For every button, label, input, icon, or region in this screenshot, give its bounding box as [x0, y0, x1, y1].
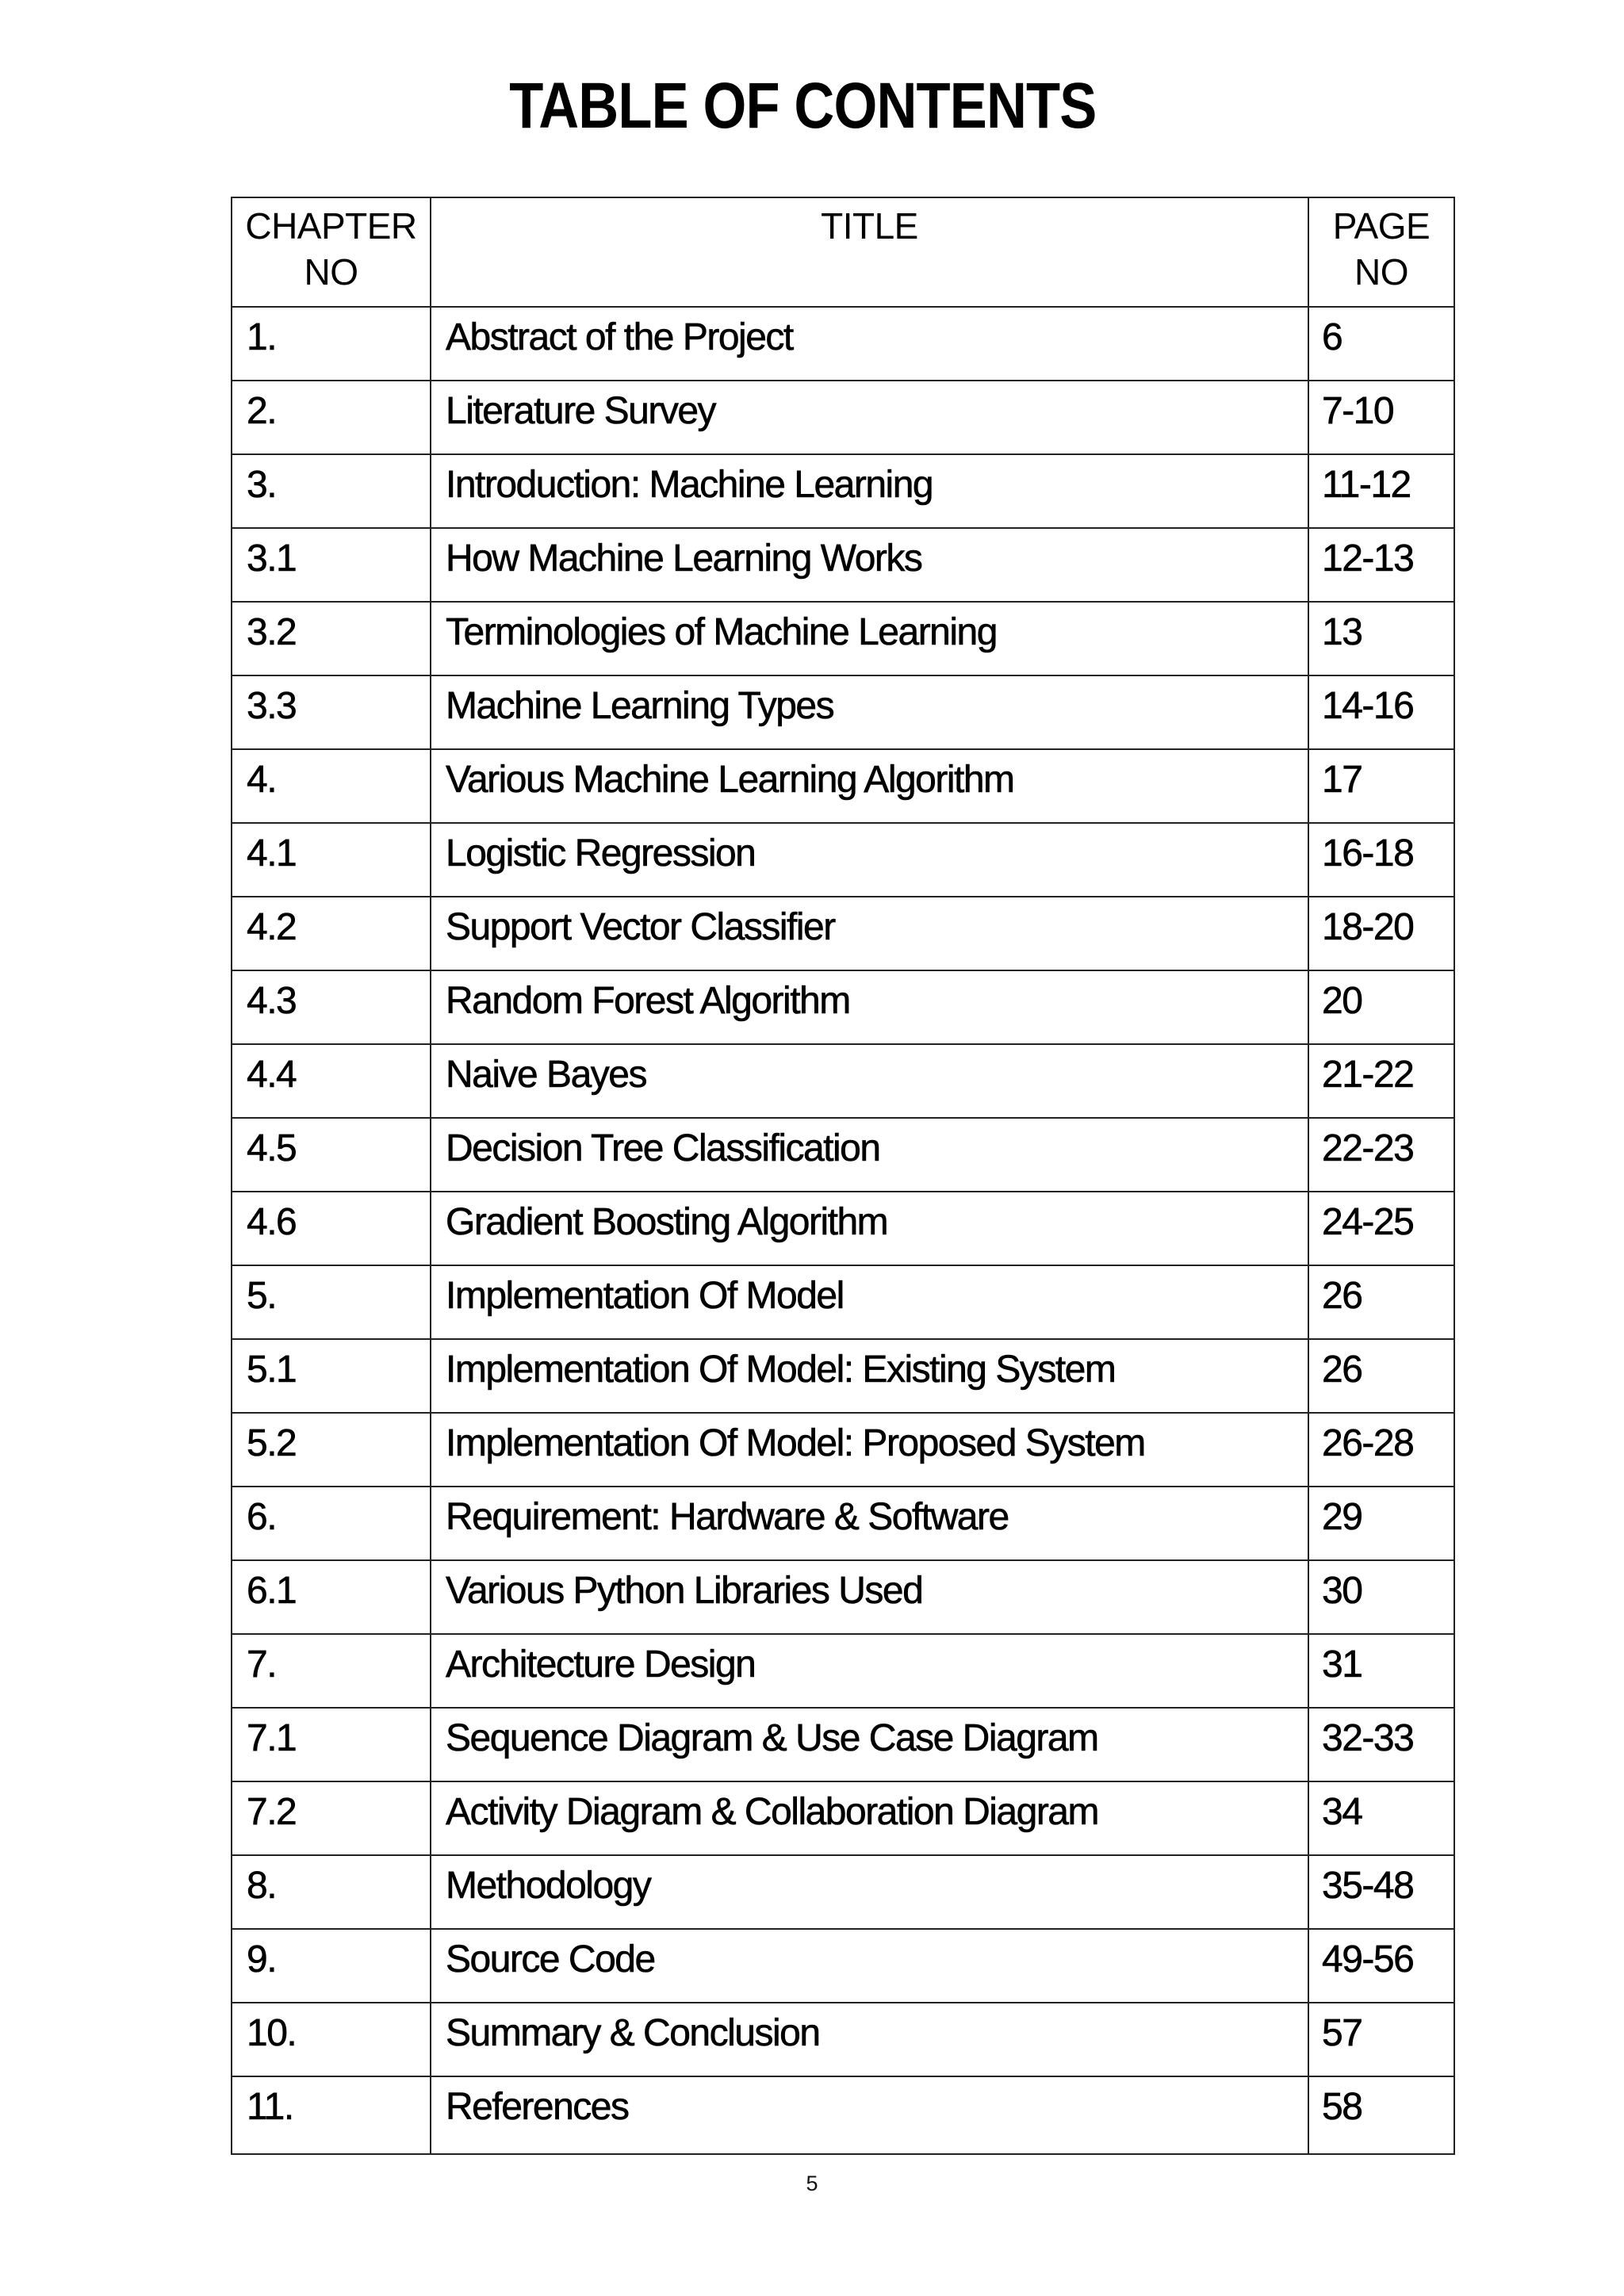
chapter-title: Naive Bayes	[431, 1044, 1308, 1118]
page-range: 6	[1308, 307, 1454, 381]
chapter-number: 11.	[232, 2076, 431, 2154]
table-row	[232, 1339, 1454, 1413]
page-range: 26	[1308, 1339, 1454, 1413]
page-range: 7-10	[1308, 381, 1454, 454]
table-row	[232, 1044, 1454, 1118]
chapter-title: Abstract of the Project	[431, 307, 1308, 381]
table-row	[232, 602, 1454, 675]
table-row	[232, 1634, 1454, 1708]
chapter-title: Gradient Boosting Algorithm	[431, 1192, 1308, 1265]
chapter-title: References	[431, 2076, 1308, 2154]
table-row	[232, 307, 1454, 381]
page-range: 26	[1308, 1265, 1454, 1339]
page-range: 58	[1308, 2076, 1454, 2154]
chapter-title: Machine Learning Types	[431, 675, 1308, 749]
chapter-number: 10.	[232, 2003, 431, 2076]
chapter-title: Support Vector Classifier	[431, 897, 1308, 970]
table-row	[232, 528, 1454, 602]
chapter-number: 4.4	[232, 1044, 431, 1118]
chapter-number: 2.	[232, 381, 431, 454]
page-range: 57	[1308, 2003, 1454, 2076]
table-row	[232, 1118, 1454, 1192]
chapter-title: Random Forest Algorithm	[431, 970, 1308, 1044]
chapter-number: 4.	[232, 749, 431, 823]
table-row	[232, 1708, 1454, 1781]
page-range: 35-48	[1308, 1855, 1454, 1929]
page-range: 32-33	[1308, 1708, 1454, 1781]
page-range: 34	[1308, 1781, 1454, 1855]
chapter-number: 4.3	[232, 970, 431, 1044]
chapter-title: Literature Survey	[431, 381, 1308, 454]
table-row	[232, 1855, 1454, 1929]
chapter-title: Architecture Design	[431, 1634, 1308, 1708]
table-row	[232, 2003, 1454, 2076]
chapter-title: Methodology	[431, 1855, 1308, 1929]
table-of-contents	[231, 197, 1455, 2155]
page-range: 24-25	[1308, 1192, 1454, 1265]
chapter-number: 4.6	[232, 1192, 431, 1265]
table-row	[232, 897, 1454, 970]
chapter-number: 5.2	[232, 1413, 431, 1487]
table-row	[232, 2076, 1454, 2154]
chapter-number: 5.1	[232, 1339, 431, 1413]
page-range: 11-12	[1308, 454, 1454, 528]
table-row	[232, 1781, 1454, 1855]
chapter-number: 4.2	[232, 897, 431, 970]
chapter-title: Activity Diagram & Collaboration Diagram	[431, 1781, 1308, 1855]
chapter-title: Various Machine Learning Algorithm	[431, 749, 1308, 823]
chapter-title: How Machine Learning Works	[431, 528, 1308, 602]
chapter-title: Requirement: Hardware & Software	[431, 1487, 1308, 1560]
chapter-number: 3.	[232, 454, 431, 528]
table-row	[232, 381, 1454, 454]
table-row	[232, 454, 1454, 528]
chapter-number: 3.1	[232, 528, 431, 602]
page-range: 30	[1308, 1560, 1454, 1634]
table-row	[232, 1560, 1454, 1634]
chapter-number: 3.3	[232, 675, 431, 749]
chapter-title: Terminologies of Machine Learning	[431, 602, 1308, 675]
table-row	[232, 1192, 1454, 1265]
page-title	[0, 67, 1624, 146]
page-range: 26-28	[1308, 1413, 1454, 1487]
page-range: 21-22	[1308, 1044, 1454, 1118]
page-number: 5	[806, 2172, 818, 2195]
chapter-title: Decision Tree Classification	[431, 1118, 1308, 1192]
page-range: 31	[1308, 1634, 1454, 1708]
table-row	[232, 1929, 1454, 2003]
chapter-title: Implementation Of Model: Existing System	[431, 1339, 1308, 1413]
header-page-no-line1: PAGE	[1332, 205, 1431, 247]
chapter-number: 5.	[232, 1265, 431, 1339]
page-range: 29	[1308, 1487, 1454, 1560]
chapter-number: 4.1	[232, 823, 431, 897]
page-range: 20	[1308, 970, 1454, 1044]
chapter-number: 8.	[232, 1855, 431, 1929]
header-title	[431, 197, 1308, 307]
chapter-title: Implementation Of Model	[431, 1265, 1308, 1339]
table-row	[232, 823, 1454, 897]
table-header-row	[232, 197, 1454, 307]
chapter-number: 4.5	[232, 1118, 431, 1192]
table-row	[232, 1413, 1454, 1487]
chapter-title: Sequence Diagram & Use Case Diagram	[431, 1708, 1308, 1781]
header-chapter-no-line1: CHAPTER	[245, 205, 417, 247]
table-row	[232, 675, 1454, 749]
chapter-number: 1.	[232, 307, 431, 381]
chapter-title: Various Python Libraries Used	[431, 1560, 1308, 1634]
header-page-no-line2: NO	[1354, 251, 1408, 293]
chapter-number: 9.	[232, 1929, 431, 2003]
chapter-title: Summary & Conclusion	[431, 2003, 1308, 2076]
page-range: 16-18	[1308, 823, 1454, 897]
page-title-text: TABLE OF CONTENTS	[508, 70, 1097, 142]
chapter-title: Introduction: Machine Learning	[431, 454, 1308, 528]
page-range: 18-20	[1308, 897, 1454, 970]
header-chapter-no	[232, 197, 431, 307]
page-range: 13	[1308, 602, 1454, 675]
chapter-number: 6.	[232, 1487, 431, 1560]
chapter-number: 7.1	[232, 1708, 431, 1781]
chapter-title: Source Code	[431, 1929, 1308, 2003]
page-range: 49-56	[1308, 1929, 1454, 2003]
chapter-number: 3.2	[232, 602, 431, 675]
page-range: 17	[1308, 749, 1454, 823]
chapter-number: 7.2	[232, 1781, 431, 1855]
page-range: 14-16	[1308, 675, 1454, 749]
header-chapter-no-line2: NO	[304, 251, 358, 293]
page-range: 12-13	[1308, 528, 1454, 602]
table-row	[232, 749, 1454, 823]
chapter-title: Logistic Regression	[431, 823, 1308, 897]
page-range: 22-23	[1308, 1118, 1454, 1192]
chapter-number: 6.1	[232, 1560, 431, 1634]
table-row	[232, 1487, 1454, 1560]
chapter-title: Implementation Of Model: Proposed System	[431, 1413, 1308, 1487]
table-row	[232, 1265, 1454, 1339]
chapter-number: 7.	[232, 1634, 431, 1708]
header-title-text: TITLE	[821, 205, 918, 247]
table-row	[232, 970, 1454, 1044]
header-page-no	[1308, 197, 1454, 307]
